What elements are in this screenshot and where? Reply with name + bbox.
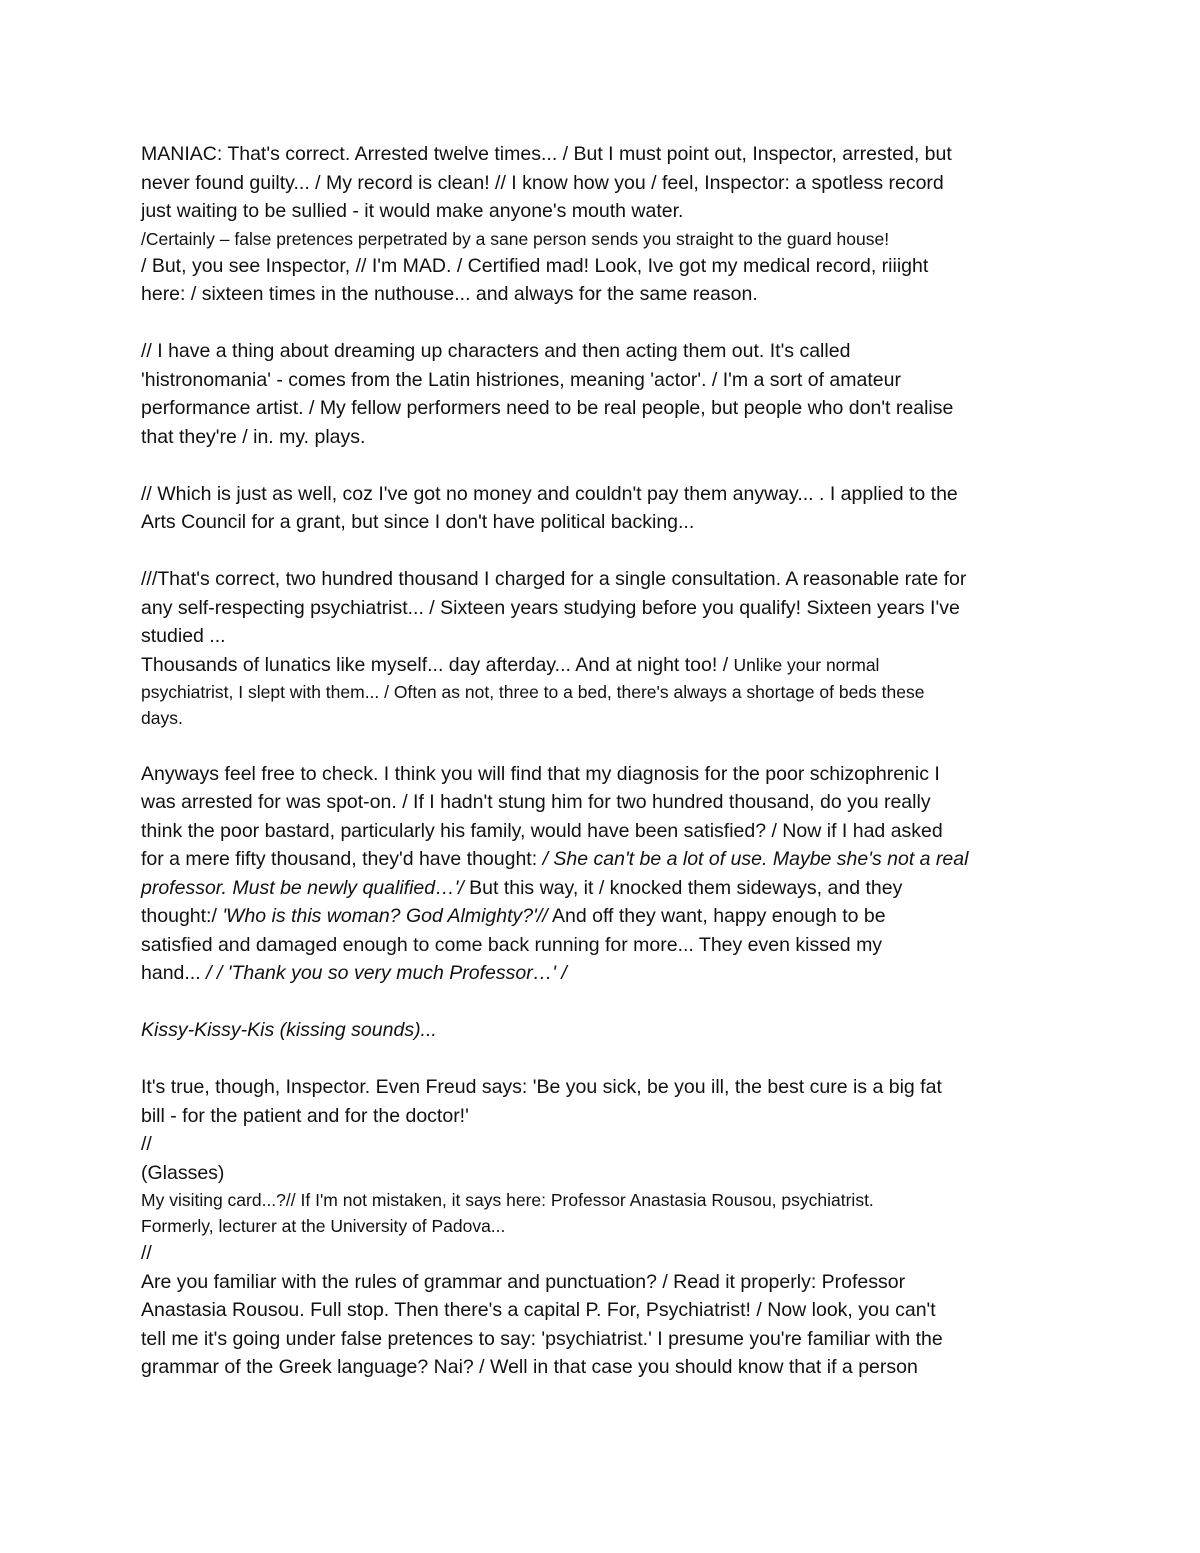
text-line: performance artist. / My fellow performers need to be real people, but people who don't realise bbox=[141, 397, 954, 419]
text-line: that they're / in. my. plays. bbox=[141, 425, 366, 448]
paragraph bbox=[141, 1073, 1071, 1382]
text-run: But this way, it / knocked them sideways, and they bbox=[463, 876, 903, 899]
text-line bbox=[141, 874, 1071, 903]
text-line: My visiting card...?// If I'm not mistaken, it says here: Professor Anastasia Rousou, psychiatrist. bbox=[141, 1190, 874, 1210]
quoted-thought: / / 'Thank you so very much Professor…' / bbox=[206, 962, 567, 984]
paragraph bbox=[141, 480, 1071, 537]
quoted-thought: / She can't be a lot of use. Maybe she's not a real bbox=[542, 848, 969, 870]
quoted-thought: 'Who is this woman? God Almighty?'// bbox=[222, 905, 548, 927]
paragraph bbox=[141, 140, 1071, 309]
text-line bbox=[141, 845, 1071, 874]
paragraph-gap bbox=[141, 1045, 1071, 1074]
paragraph-gap bbox=[141, 731, 1071, 760]
text-line: Anastasia Rousou. Full stop. Then there's a capital P. For, Psychiatrist! / Now look, you can't bbox=[141, 1299, 936, 1321]
text-run: hand... bbox=[141, 962, 207, 984]
quoted-thought: professor. Must be newly qualified…'/ bbox=[141, 876, 464, 899]
text-line: / But, you see Inspector, // I'm MAD. / Certified mad! Look, Ive got my medical record, riiight bbox=[141, 254, 929, 277]
paragraph-gap bbox=[141, 451, 1071, 480]
paragraph-gap bbox=[141, 988, 1071, 1017]
text-line: tell me it's going under false pretences to say: 'psychiatrist.' I presume you're familiar with the bbox=[141, 1327, 943, 1350]
text-line: // Which is just as well, coz I've got no money and couldn't pay them anyway... . I applied to the bbox=[141, 482, 958, 505]
text-run: for a mere fifty thousand, they'd have thought: bbox=[141, 848, 543, 870]
text-line: Formerly, lecturer at the University of Padova... bbox=[141, 1216, 506, 1236]
text-line: Are you familiar with the rules of grammar and punctuation? / Read it properly: Professor bbox=[141, 1270, 906, 1293]
text-line: It's true, though, Inspector. Even Freud says: 'Be you sick, be you ill, the best cure is a big fat bbox=[141, 1076, 942, 1098]
text-line: 'histronomania' - comes from the Latin histriones, meaning 'actor'. / I'm a sort of amateur bbox=[141, 368, 901, 391]
text-line: MANIAC: That's correct. Arrested twelve times... / But I must point out, Inspector, arrested, but bbox=[141, 143, 952, 165]
stage-direction: Kissy-Kissy-Kis (kissing sounds)... bbox=[141, 1019, 437, 1041]
text-run: Unlike your normal bbox=[733, 654, 880, 675]
document-body bbox=[141, 140, 1071, 1382]
text-line: studied ... bbox=[141, 625, 226, 647]
text-line: Arts Council for a grant, but since I don't have political backing... bbox=[141, 511, 695, 533]
text-line: /Certainly – false pretences perpetrated by a sane person sends you straight to the guard house! bbox=[141, 228, 890, 249]
text-line: Anyways feel free to check. I think you will find that my diagnosis for the poor schizophrenic I bbox=[141, 762, 940, 785]
paragraph bbox=[141, 565, 1071, 731]
paragraph bbox=[141, 760, 1071, 988]
text-line: was arrested for was spot-on. / If I hadn't stung him for two hundred thousand, do you really bbox=[141, 791, 931, 813]
text-run: Thousands of lunatics like myself... day afterday... And at night too! / bbox=[141, 653, 734, 676]
text-line bbox=[141, 651, 1071, 680]
text-line: ///That's correct, two hundred thousand I charged for a single consultation. A reasonable rate for bbox=[141, 568, 967, 590]
text-line: // bbox=[141, 1242, 152, 1264]
text-line: think the poor bastard, particularly his family, would have been satisfied? / Now if I had asked bbox=[141, 819, 943, 842]
paragraph-gap bbox=[141, 537, 1071, 566]
text-line bbox=[141, 959, 1071, 988]
text-run: thought:/ bbox=[141, 905, 223, 927]
text-line: (Glasses) bbox=[141, 1161, 225, 1184]
text-line: grammar of the Greek language? Nai? / Well in that case you should know that if a person bbox=[141, 1356, 918, 1378]
text-line: bill - for the patient and for the doctor!' bbox=[141, 1104, 469, 1127]
text-line: any self-respecting psychiatrist... / Sixteen years studying before you qualify! Sixteen years I've bbox=[141, 596, 960, 619]
text-line: here: / sixteen times in the nuthouse... and always for the same reason. bbox=[141, 283, 758, 305]
text-line: just waiting to be sullied - it would make anyone's mouth water. bbox=[141, 200, 684, 222]
text-line bbox=[141, 902, 1071, 931]
text-line: psychiatrist, I slept with them... / Often as not, three to a bed, there's always a shortage of beds these bbox=[141, 682, 925, 702]
paragraph bbox=[141, 337, 1071, 451]
text-run: And off they want, happy enough to be bbox=[547, 905, 886, 927]
text-line: days. bbox=[141, 708, 183, 728]
text-line: // I have a thing about dreaming up characters and then acting them out. It's called bbox=[141, 340, 851, 362]
paragraph-gap bbox=[141, 309, 1071, 338]
text-line: never found guilty... / My record is clean! // I know how you / feel, Inspector: a spotless record bbox=[141, 171, 944, 194]
text-line: satisfied and damaged enough to come back running for more... They even kissed my bbox=[141, 933, 883, 956]
text-line: // bbox=[141, 1133, 152, 1155]
paragraph bbox=[141, 1016, 1071, 1045]
